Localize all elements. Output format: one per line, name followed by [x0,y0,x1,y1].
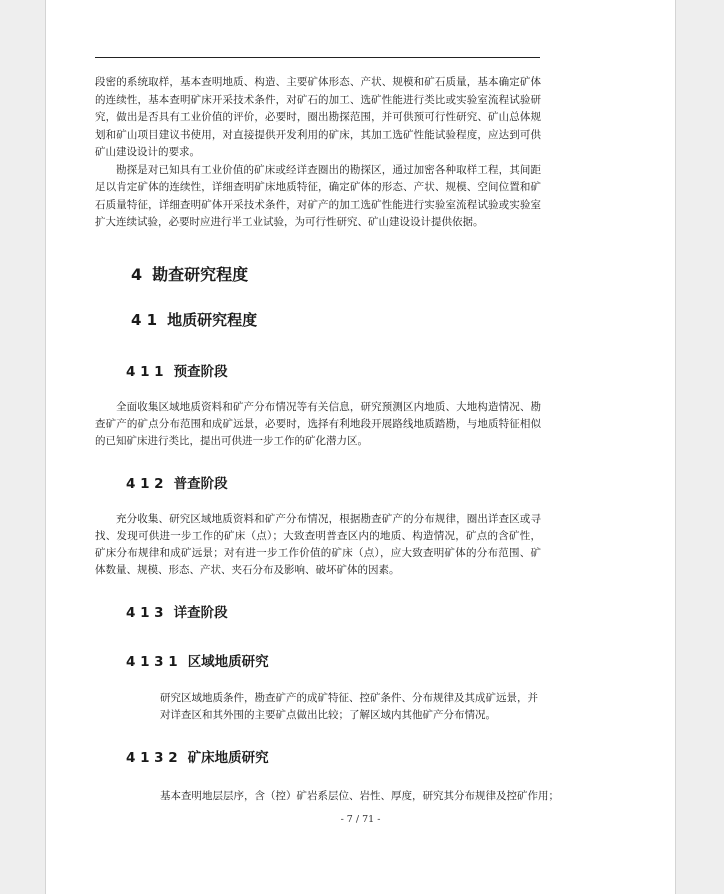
heading-4-1-1 [126,360,228,380]
heading-number: 4 1 3 1 [126,654,178,670]
section-4-1-1-body: 全面收集区域地质资料和矿产分布情况等有关信息，研究预测区内地质、大地构造情况、勘查矿产的矿点分布范围和成矿远景，必要时，选择有利地段开展路线地质踏勘，与地质特征相似的已知矿床进行类比，提出可供进一步工作的矿化潜力区。 [95,401,541,447]
heading-number: 4 1 3 2 [126,750,178,766]
heading-4-1 [131,309,257,330]
heading-4-1-3 [126,601,228,621]
section-4-1-3-1-line-2: 对详查区和其外围的主要矿点做出比较；了解区域内其他矿产分布情况。 [160,709,496,721]
heading-number: 4 1 3 [126,605,164,621]
heading-4-1-3-1 [126,650,269,670]
heading-title: 详查阶段 [173,605,228,621]
heading-title: 矿床地质研究 [187,750,269,766]
intro-paragraph-1: 段密的系统取样，基本查明地质、构造、主要矿体形态、产状、规模和矿石质量，基本确定矿体的连续性，基本查明矿床开采技术条件，对矿石的加工、选矿性能进行类比或实验室流程试验研究，做出是否具有工业价值的评价，必要时，圈出勘探范围，并可供预可行性研究、矿山总体规划和矿山项目建议书使用，对直接提供开发利用的矿床，其加工选矿性能试验程度，应达到可供矿山建设设计的要求。 [95,76,541,158]
section-4-1-3-1-line-1: 研究区域地质条件，勘查矿产的成矿特征、控矿条件、分布规律及其成矿远景，并 [160,692,538,704]
heading-number: 4 [131,265,143,284]
heading-title: 勘查研究程度 [152,265,249,284]
heading-title: 普查阶段 [173,476,228,492]
heading-number: 4 1 [131,311,158,329]
section-4-1-2-body: 充分收集、研究区域地质资料和矿产分布情况，根据勘查矿产的分布规律，圈出详查区或寻找、发现可供进一步工作的矿床（点）；大致查明普查区内的地质、构造情况，矿点的含矿性，矿床分布规律和成矿远景；对有进一步工作价值的矿床（点），应大致查明矿体的分布范围、矿体数量、规模、形态、产状、夹石分布及影响、破坏矿体的因素。 [95,513,541,576]
heading-number: 4 1 1 [126,364,164,380]
heading-4-1-2 [126,472,228,492]
heading-4-1-3-2 [126,746,269,766]
page-number: - 7 / 71 - [340,814,381,825]
heading-number: 4 1 2 [126,476,164,492]
heading-4 [131,262,248,285]
header-rule [95,57,540,58]
heading-title: 区域地质研究 [187,654,269,670]
heading-title: 预查阶段 [173,364,228,380]
section-4-1-3-2-body: 基本查明地层层序，含（控）矿岩系层位、岩性、厚度，研究其分布规律及控矿作用； [160,790,559,802]
intro-section [95,74,541,232]
intro-paragraph-2: 勘探是对已知具有工业价值的矿床或经详查圈出的勘探区，通过加密各种取样工程，其间距足以肯定矿体的连续性，详细查明矿床地质特征，确定矿体的形态、产状、规模、空间位置和矿石质量特征，详细查明矿体开采技术条件，对矿产的加工选矿性能进行实验室流程试验或实验室扩大连续试验，必要时应进行半工业试验，为可行性研究、矿山建设设计提供依据。 [95,163,541,228]
heading-title: 地质研究程度 [167,311,258,329]
